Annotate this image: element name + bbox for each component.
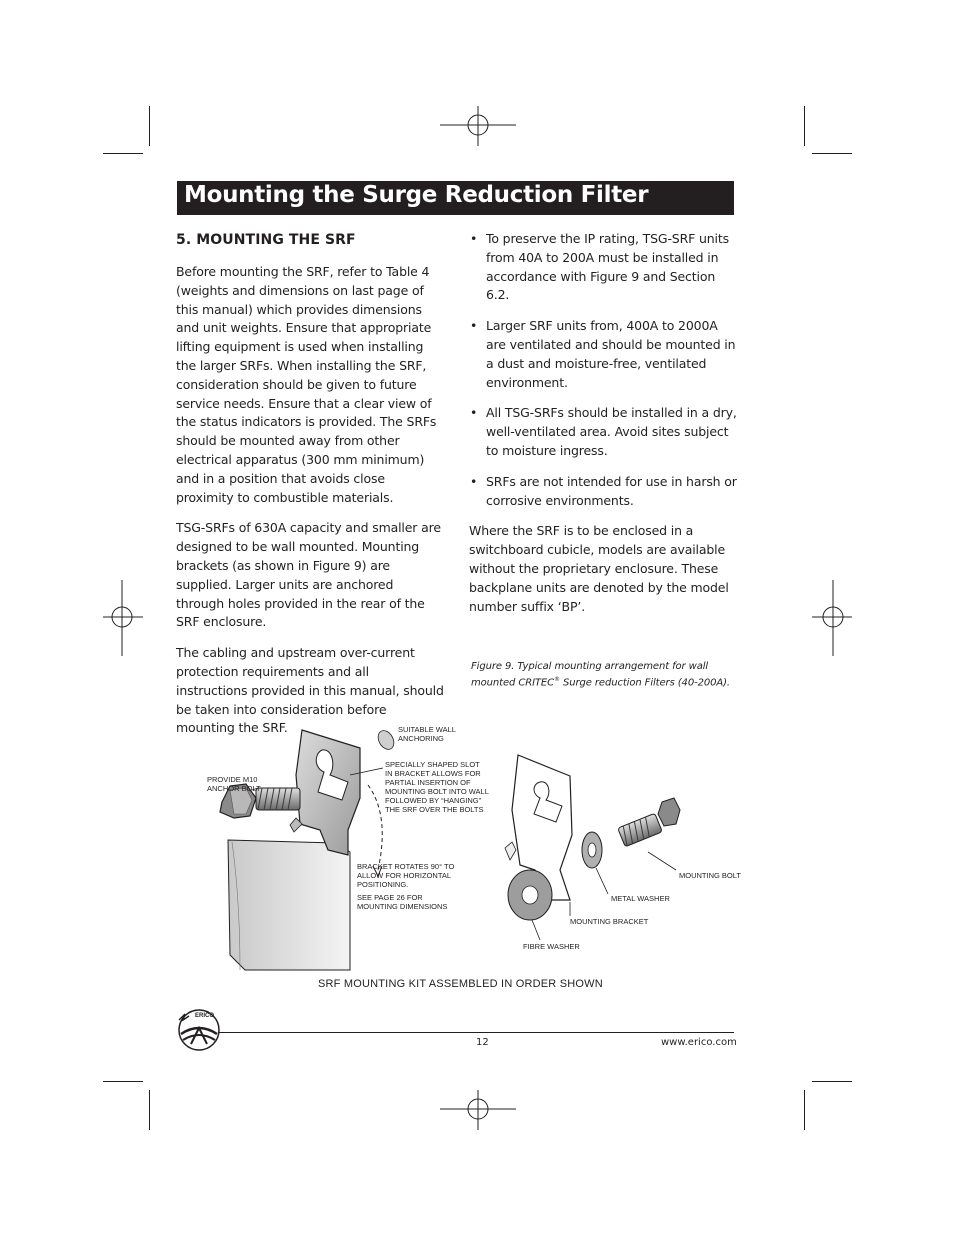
list-item: • To preserve the IP rating, TSG-SRF units from 40A to 200A must be installed in accordance with Figure 9 and Section 6.2. <box>470 231 729 303</box>
paragraph: Where the SRF is to be enclosed in a switchboard cubicle, models are available without the proprietary enclosure. These backplane units are denoted by the model number suffix ‘BP’. <box>469 523 729 614</box>
footer-rule <box>219 1032 734 1033</box>
crop-mark <box>149 1090 150 1130</box>
label-wall-anchoring: SUITABLE WALL ANCHORING <box>398 725 456 743</box>
logo-text: ERICO <box>195 1013 215 1019</box>
crop-mark <box>103 153 143 154</box>
crop-mark <box>149 106 150 146</box>
paragraph: TSG-SRFs of 630A capacity and smaller are designed to be wall mounted. Mounting brackets (as shown in Figure 9) are supplied. Larger units are anchored through holes provided in the rear of the SRF enclosure. <box>176 520 441 630</box>
list-item: • SRFs are not intended for use in harsh or corrosive environments. <box>470 473 737 508</box>
label-mounting-bracket: MOUNTING BRACKET <box>570 917 649 926</box>
mounting-illustration <box>200 720 740 975</box>
crop-mark <box>812 1081 852 1082</box>
left-column <box>176 232 444 750</box>
erico-logo <box>171 1004 227 1054</box>
bullet-list <box>469 230 739 510</box>
label-metal-washer: METAL WASHER <box>611 894 670 903</box>
crop-mark <box>804 106 805 146</box>
label-fibre-washer: FIBRE WASHER <box>523 942 580 951</box>
right-column <box>469 230 739 628</box>
list-item: • All TSG-SRFs should be installed in a dry, well-ventilated area. Avoid sites subject to moisture ingress. <box>470 405 737 458</box>
list-item: • Larger SRF units from, 400A to 2000A are ventilated and should be mounted in a dust and moisture-free, ventilated environment. <box>470 318 736 390</box>
label-anchor-bolt: PROVIDE M10 ANCHOR BOLT <box>207 775 261 793</box>
registration-mark-left <box>103 580 143 656</box>
website-link[interactable]: www.erico.com <box>661 1037 737 1048</box>
label-see-page: SEE PAGE 26 FOR MOUNTING DIMENSIONS <box>357 893 448 911</box>
page-title-bar <box>177 181 734 215</box>
registration-mark-bottom <box>440 1090 516 1130</box>
paragraph: Before mounting the SRF, refer to Table 4 (weights and dimensions on last page of this manual) which provides dimensions and unit weights. Ensure that appropriate lifting equipment is used when installing the larger SRFs. When installing the SRF, consideration should be given to future service needs. Ensure that a clear view of the status indicators is provided. The SRFs should be mounted away from other electrical apparatus (300 mm minimum) and in a position that avoids close proximity to combustible materials. <box>176 264 437 505</box>
page-number: 12 <box>476 1037 489 1048</box>
figure-caption: Figure 9. Typical mounting arrangement for wall mounted CRITEC® Surge reduction Filters (40-200A). <box>471 661 730 689</box>
label-rotates: BRACKET ROTATES 90° TO ALLOW FOR HORIZONTAL POSITIONING. <box>357 862 455 889</box>
kit-label: SRF MOUNTING KIT ASSEMBLED IN ORDER SHOWN <box>318 978 603 990</box>
page-title: Mounting the Surge Reduction Filter <box>184 182 649 208</box>
section-heading: 5. MOUNTING THE SRF <box>176 232 356 248</box>
crop-mark <box>812 153 852 154</box>
paragraph: The cabling and upstream over-current protection requirements and all instructions provided in this manual, should be taken into consideration before mounting the SRF. <box>176 645 444 736</box>
mounting-diagram <box>200 720 740 979</box>
registration-mark-right <box>812 580 852 656</box>
label-mounting-bolt: MOUNTING BOLT <box>679 871 741 880</box>
registration-mark-top <box>440 106 516 146</box>
crop-mark <box>804 1090 805 1130</box>
label-slot: SPECIALLY SHAPED SLOT IN BRACKET ALLOWS FOR PARTIAL INSERTION OF MOUNTING BOLT INTO WALL FOLLOWED BY “HANGING” THE SRF OVER THE BOLTS <box>385 760 489 814</box>
crop-mark <box>103 1081 143 1082</box>
